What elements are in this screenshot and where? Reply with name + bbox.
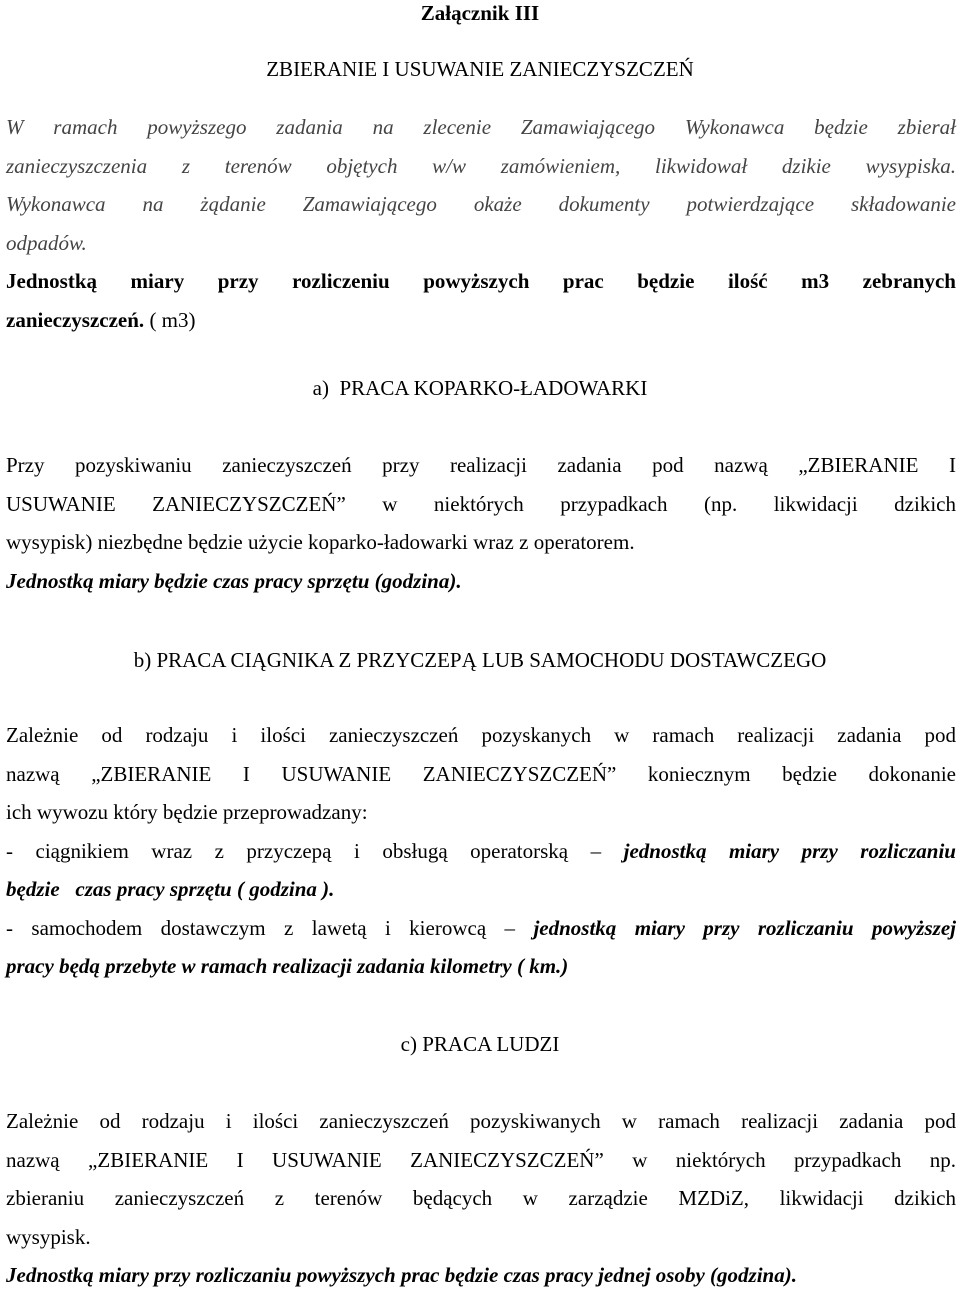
section-a-heading-block xyxy=(0,369,960,408)
section-c-heading: c) PRACA LUDZI xyxy=(400,1032,560,1056)
intro-line-2: zanieczyszczenia z terenów objętych w/w zamówieniem, likwidował dzikie wysypiska. xyxy=(6,153,956,178)
annex-title-block xyxy=(0,0,960,33)
intro-line-1: W ramach powyższego zadania na zlecenie Zamawiającego Wykonawca będzie zbierał xyxy=(6,115,956,139)
intro-line-3: Wykonawca na żądanie Zamawiającego okaże dokumenty potwierdzające składowanie xyxy=(6,192,956,216)
section-b-item-2-plain: - samochodem dostawczym z lawetą i kierowcą – xyxy=(6,915,534,940)
section-b-item-1 xyxy=(6,832,956,871)
section-c-line-2: nazwą „ZBIERANIE I USUWANIE ZANIECZYSZCZEŃ” w niektórych przypadkach np. xyxy=(6,1147,956,1172)
section-b-line-2: nazwą „ZBIERANIE I USUWANIE ZANIECZYSZCZEŃ” koniecznym będzie dokonanie xyxy=(6,761,956,786)
section-b-item-1-line-2: będzie czas pracy sprzętu ( godzina ). xyxy=(6,877,335,901)
section-b-item-1-bold: jednostką miary przy rozliczaniu xyxy=(623,838,956,863)
section-a-paragraph xyxy=(6,446,956,600)
section-b-line-1: Zależnie od rodzaju i ilości zanieczyszczeń pozyskanych w ramach realizacji zadania pod xyxy=(6,723,956,747)
section-a-unit: Jednostką miary będzie czas pracy sprzętu (godzina). xyxy=(6,568,462,593)
unit-note xyxy=(6,262,956,339)
section-b-heading: b) PRACA CIĄGNIKA Z PRZYCZEPĄ LUB SAMOCHODU DOSTAWCZEGO xyxy=(133,648,827,672)
unit-note-line-2-bold: zanieczyszczeń. xyxy=(6,307,145,332)
section-c-unit: Jednostką miary przy rozliczaniu powyższych prac będzie czas pracy jednej osoby (godzina). xyxy=(6,1263,797,1287)
section-b-paragraph xyxy=(6,716,956,986)
main-title-block xyxy=(0,50,960,89)
section-b-item-2-line-2: pracy będą przebyte w ramach realizacji zadania kilometry ( km.) xyxy=(6,954,569,978)
section-c-line-3: zbieraniu zanieczyszczeń z terenów będących w zarządzie MZDiZ, likwidacji dzikich xyxy=(6,1186,956,1210)
annex-title: Załącznik III xyxy=(420,1,540,25)
section-a-line-3: wysypisk) niezbędne będzie użycie koparko-ładowarki wraz z operatorem. xyxy=(6,530,635,554)
section-b-line-3: ich wywozu który będzie przeprowadzany: xyxy=(6,800,368,824)
section-b-heading-block xyxy=(0,641,960,680)
section-c-line-1: Zależnie od rodzaju i ilości zanieczyszczeń pozyskiwanych w ramach realizacji zadania pod xyxy=(6,1109,956,1133)
section-a-line-1: Przy pozyskiwaniu zanieczyszczeń przy realizacji zadania pod nazwą „ZBIERANIE I xyxy=(6,453,956,477)
section-a-heading: a) PRACA KOPARKO-ŁADOWARKI xyxy=(312,376,648,400)
unit-note-line-2-rest: ( m3) xyxy=(144,307,196,332)
intro-line-4: odpadów. xyxy=(6,230,87,255)
section-c-line-4: wysypisk. xyxy=(6,1224,91,1249)
unit-note-line-1: Jednostką miary przy rozliczeniu powyższych prac będzie ilość m3 zebranych xyxy=(6,269,956,293)
main-title: ZBIERANIE I USUWANIE ZANIECZYSZCZEŃ xyxy=(266,57,694,81)
unit-note-line-2 xyxy=(6,301,956,340)
section-b-item-1-plain: - ciągnikiem wraz z przyczepą i obsługą operatorską – xyxy=(6,838,624,863)
section-c-heading-block xyxy=(0,1025,960,1064)
section-a-line-2: USUWANIE ZANIECZYSZCZEŃ” w niektórych przypadkach (np. likwidacji dzikich xyxy=(6,491,956,516)
section-b-item-2 xyxy=(6,909,956,948)
section-b-item-2-bold: jednostką miary przy rozliczaniu powyższej xyxy=(533,915,956,940)
section-c-paragraph xyxy=(6,1102,956,1295)
intro-paragraph xyxy=(6,108,956,262)
